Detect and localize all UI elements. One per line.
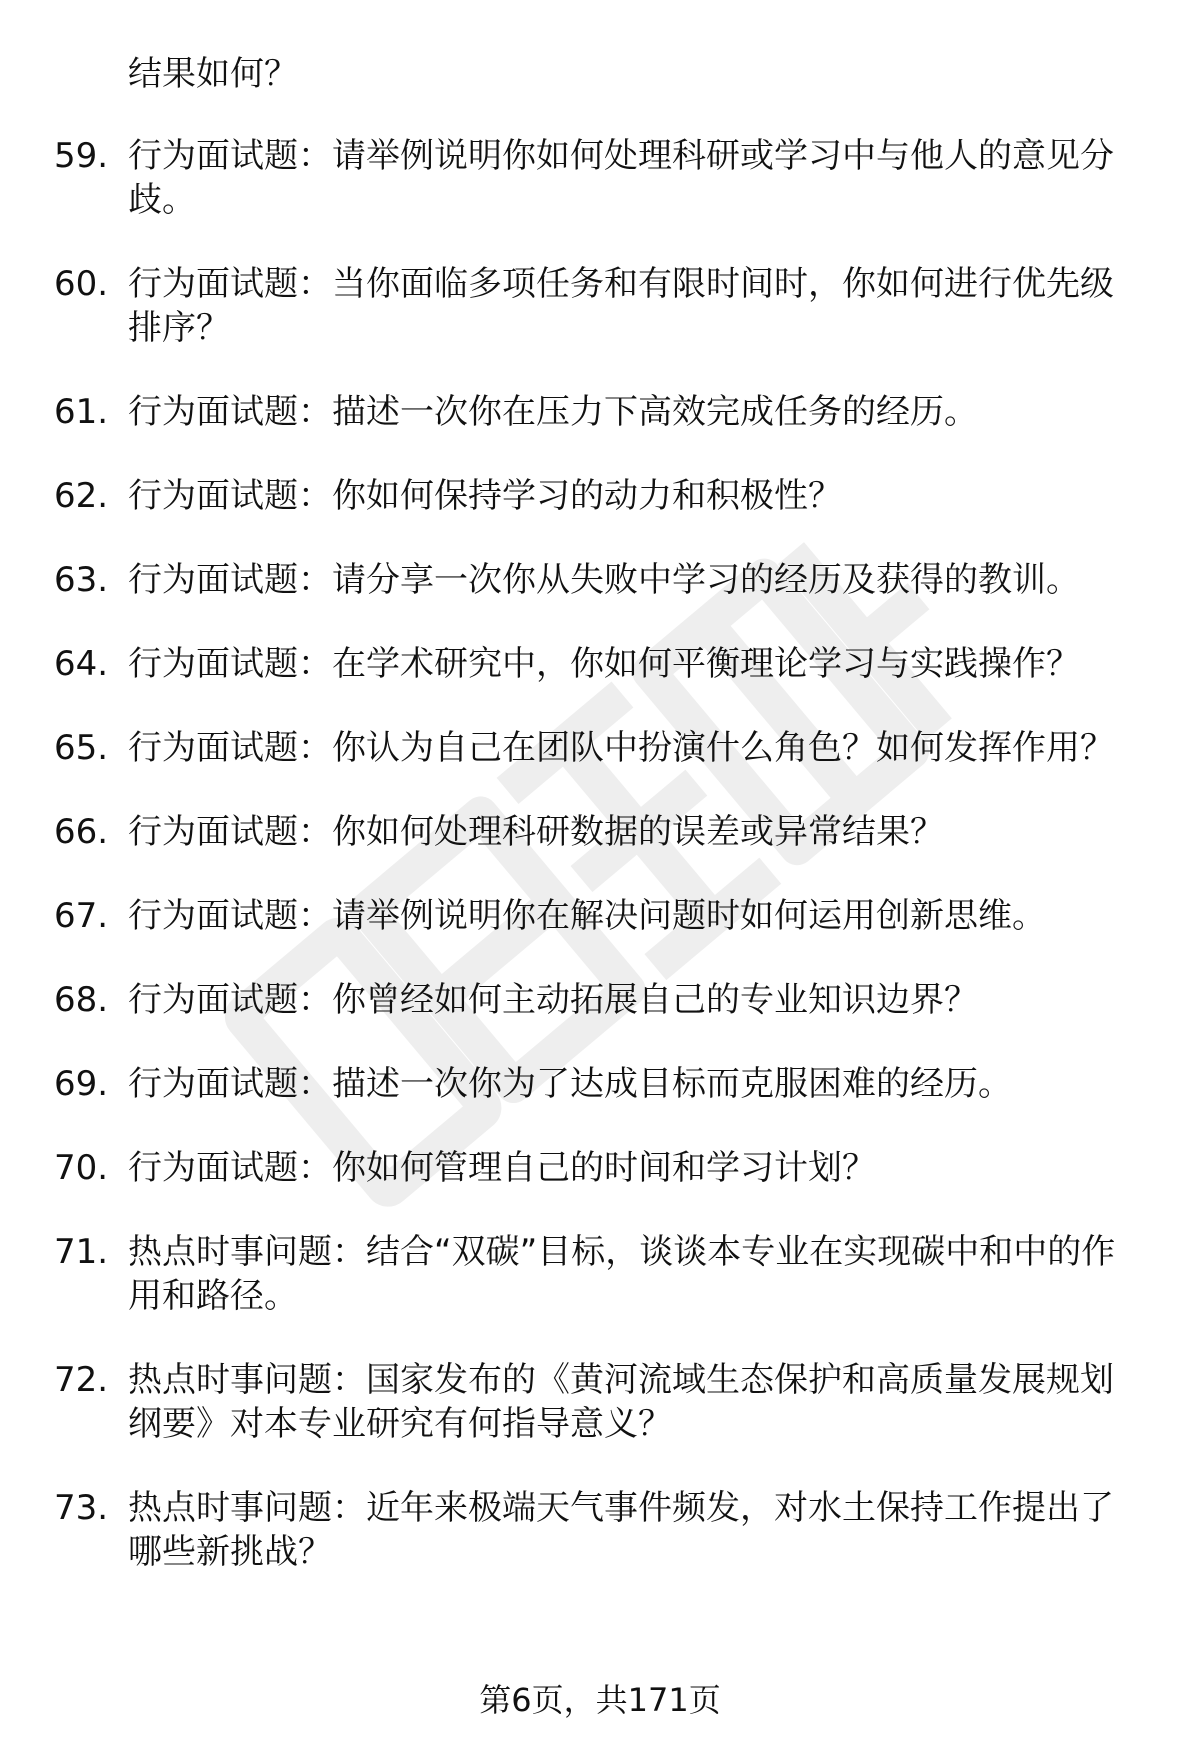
- item-number: 66.: [54, 812, 109, 852]
- item-text: 行为面试题：请举例说明你在解决问题时如何运用创新思维。: [128, 896, 1046, 936]
- list-item: [0, 558, 1200, 602]
- item-text: 行为面试题：你曾经如何主动拓展自己的专业知识边界？: [128, 980, 978, 1020]
- list-item: [0, 134, 1200, 222]
- item-text: 热点时事问题：国家发布的《黄河流域生态保护和高质量发展规划纲要》对本专业研究有何指导意义？: [128, 1360, 1114, 1444]
- item-number: 71.: [54, 1232, 109, 1272]
- item-number: 68.: [54, 980, 109, 1020]
- item-text: 行为面试题：你如何管理自己的时间和学习计划？: [128, 1148, 876, 1188]
- item-text: 行为面试题：描述一次你在压力下高效完成任务的经历。: [128, 392, 978, 432]
- item-number: 64.: [54, 644, 109, 684]
- list-item: [0, 642, 1200, 686]
- item-number: 69.: [54, 1064, 109, 1104]
- list-item: [0, 726, 1200, 770]
- item-text: 行为面试题：你如何处理科研数据的误差或异常结果？: [128, 812, 944, 852]
- item-number: 72.: [54, 1360, 109, 1400]
- item-number: 60.: [54, 264, 109, 304]
- list-item: [0, 810, 1200, 854]
- list-item: [0, 1486, 1200, 1574]
- item-text: 热点时事问题：近年来极端天气事件频发，对水土保持工作提出了哪些新挑战？: [128, 1488, 1114, 1572]
- list-item: [0, 474, 1200, 518]
- list-item: [0, 1062, 1200, 1106]
- list-item: [0, 1230, 1200, 1318]
- item-number: 63.: [54, 560, 109, 600]
- continuation-text: 结果如何？: [128, 54, 298, 94]
- item-text: 行为面试题：当你面临多项任务和有限时间时，你如何进行优先级排序？: [128, 264, 1114, 348]
- item-number: 70.: [54, 1148, 109, 1188]
- list-item: [0, 262, 1200, 350]
- item-text: 行为面试题：请分享一次你从失败中学习的经历及获得的教训。: [128, 560, 1080, 600]
- item-text: 热点时事问题：结合“双碳”目标，谈谈本专业在实现碳中和中的作用和路径。: [128, 1232, 1116, 1316]
- list-item-continuation: [0, 52, 1200, 96]
- item-text: 行为面试题：请举例说明你如何处理科研或学习中与他人的意见分歧。: [128, 136, 1114, 220]
- list-item: [0, 390, 1200, 434]
- item-text: 行为面试题：在学术研究中，你如何平衡理论学习与实践操作？: [128, 644, 1080, 684]
- item-number: 62.: [54, 476, 109, 516]
- list-item: [0, 894, 1200, 938]
- item-number: 73.: [54, 1488, 109, 1528]
- list-item: [0, 1146, 1200, 1190]
- list-item: [0, 978, 1200, 1022]
- item-text: 行为面试题：描述一次你为了达成目标而克服困难的经历。: [128, 1064, 1012, 1104]
- item-number: 67.: [54, 896, 109, 936]
- item-number: 59.: [54, 136, 109, 176]
- question-list: [0, 52, 1200, 1614]
- item-number: 61.: [54, 392, 109, 432]
- item-text: 行为面试题：你认为自己在团队中扮演什么角色？如何发挥作用？: [128, 728, 1114, 768]
- item-text: 行为面试题：你如何保持学习的动力和积极性？: [128, 476, 842, 516]
- item-number: 65.: [54, 728, 109, 768]
- list-item: [0, 1358, 1200, 1446]
- page-footer: 第6页，共171页: [479, 1681, 721, 1719]
